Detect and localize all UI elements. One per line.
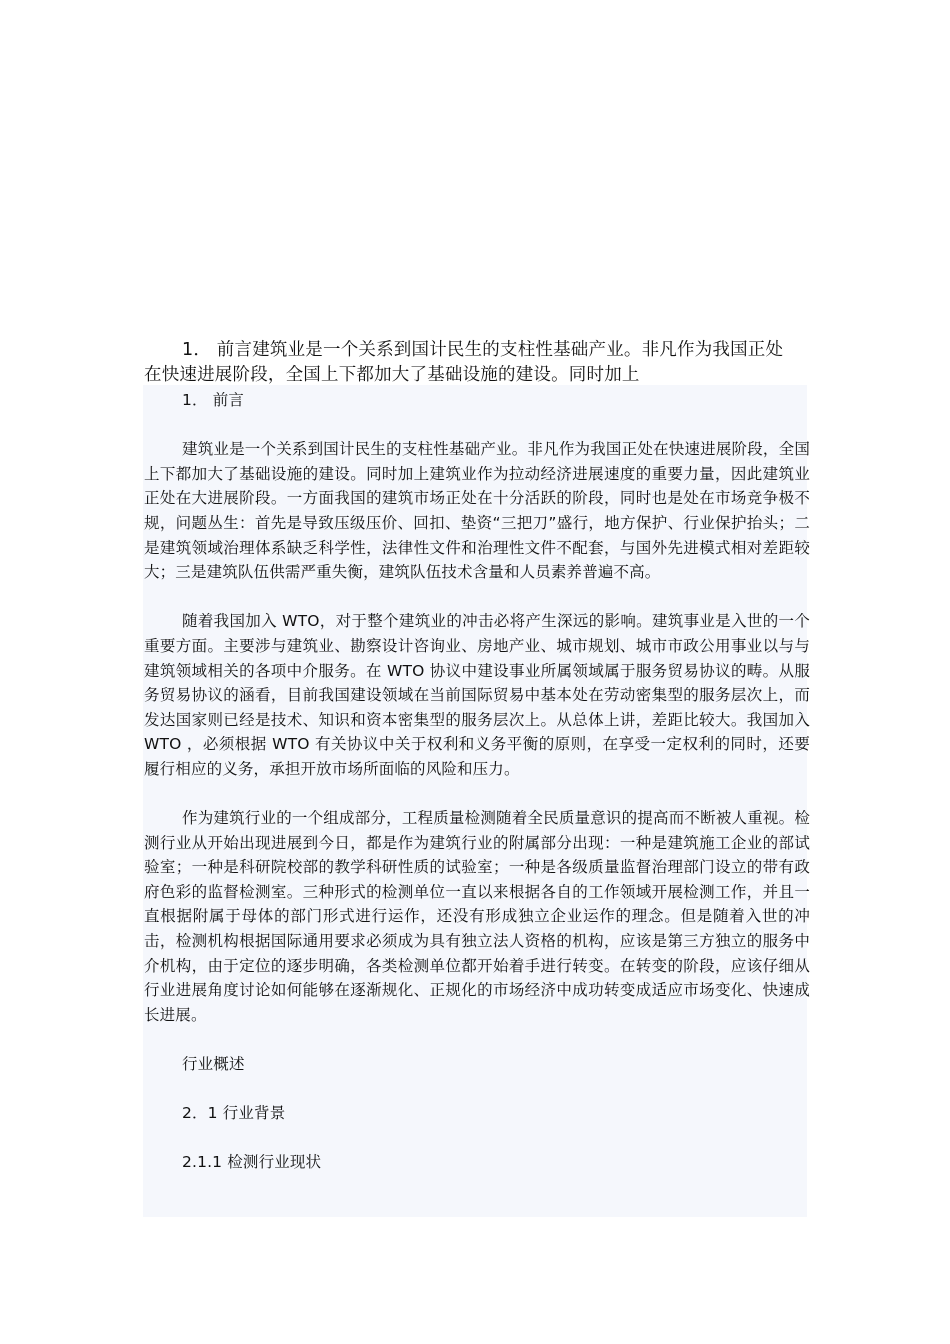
paragraph-spacer [144, 413, 810, 438]
document-heading [144, 338, 810, 388]
section-title-2-1: 2．1 行业背景 [182, 1104, 286, 1123]
paragraph-spacer [144, 782, 810, 807]
paragraph-spacer [144, 1027, 810, 1052]
heading-line-1: 1． 前言建筑业是一个关系到国计民生的支柱性基础产业。非凡作为我国正处 [182, 340, 784, 360]
paragraph-construction-industry: 建筑业是一个关系到国计民生的支柱性基础产业。非凡作为我国正处在快速进展阶段，全国上下都加大了基础设施的建设。同时加上建筑业作为拉动经济进展速度的重要力量，因此建筑业正处在大进展阶段。一方面我国的建筑市场正处在十分活跃的阶段，同时也是处在市场竞争极不规，问题丛生：首先是导致压级压价、回扣、垫资“三把刀”盛行，地方保护、行业保护抬头；二是建筑领域治理体系缺乏科学性，法律性文件和治理性文件不配套，与国外先进模式相对差距较大；三是建筑队伍供需严重失衡，建筑队伍技术含量和人员素养普遍不高。 [144, 440, 810, 582]
paragraph-spacer [144, 1077, 810, 1102]
section-title-intro: 1． 前言 [182, 391, 245, 409]
section-title-overview: 行业概述 [182, 1055, 245, 1074]
section-title-2-1-1: 2.1.1 检测行业现状 [182, 1153, 322, 1172]
paragraph-testing-industry: 作为建筑行业的一个组成部分，工程质量检测随着全民质量意识的提高而不断被人重视。检测行业从开始出现进展到今日，都是作为建筑行业的附属部分出现：一种是建筑施工企业的部试验室；一种是科研院校部的教学科研性质的试验室；一种是各级质量监督治理部门设立的带有政府色彩的监督检测室。三种形式的检测单位一直以来根据各自的工作领域开展检测工作，并且一直根据附属于母体的部门形式进行运作，还没有形成独立企业运作的理念。但是随着入世的冲击，检测机构根据国际通用要求必须成为具有独立法人资格的机构，应该是第三方独立的服务中介机构，由于定位的逐步明确，各类检测单位都开始着手进行转变。在转变的阶段，应该仔细从行业进展角度讨论如何能够在逐渐规化、正规化的市场经济中成功转变成适应市场变化、快速成长进展。 [144, 809, 810, 1024]
paragraph-spacer [144, 585, 810, 610]
document-body [144, 388, 810, 1175]
paragraph-wto: 随着我国加入 WTO，对于整个建筑业的冲击必将产生深远的影响。建筑事业是入世的一个重要方面。主要涉与建筑业、勘察设计咨询业、房地产业、城市规划、城市市政公用事业以与与建筑领域相关的各项中介服务。在 WTO 协议中建设事业所属领域属于服务贸易协议的畴。从服务贸易协议的涵看，目前我国建设领域在当前国际贸易中基本处在劳动密集型的服务层次上，而发达国家则已经是技术、知识和资本密集型的服务层次上。从总体上讲，差距比较大。我国加入 WTO ，必须根据 WTO 有关协议中关于权利和义务平衡的原则，在享受一定权利的同时，还要履行相应的义务，承担开放市场所面临的风险和压力。 [144, 612, 810, 778]
heading-line-2: 在快速进展阶段，全国上下都加大了基础设施的建设。同时加上 [144, 365, 640, 385]
paragraph-spacer [144, 1126, 810, 1151]
